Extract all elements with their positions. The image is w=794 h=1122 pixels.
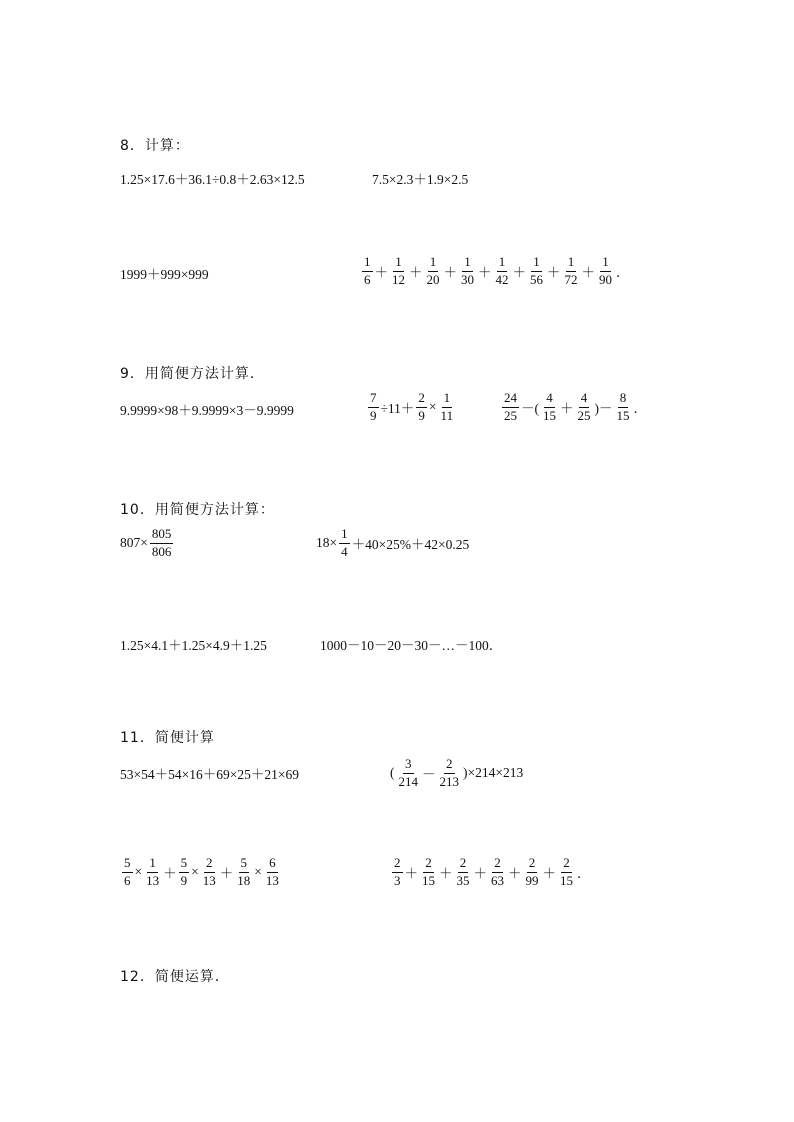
- fraction: $\frac{1}{20}$: [426, 254, 440, 287]
- q8-heading: 8．计算：: [120, 138, 190, 154]
- q8-expression-a: 1.25×17.6＋36.1÷0.8＋2.63×12.5: [120, 172, 305, 187]
- q9-expression-a: 9.9999×98＋9.9999×3－9.9999: [120, 403, 294, 418]
- q11-expression-b: ( $\frac{3}{214}$ － $\frac{2}{213}$ )×214×213: [390, 756, 524, 789]
- fraction: $\frac{2}{99}$: [525, 855, 539, 888]
- fraction: $\frac{2}{9}$: [418, 390, 425, 423]
- q9-heading: 9．用简便方法计算．: [120, 366, 265, 382]
- q8-expression-b: 7.5×2.3＋1.9×2.5: [372, 172, 469, 187]
- fraction: $\frac{4}{25}$: [577, 390, 591, 423]
- fraction: $\frac{1}{42}$: [495, 254, 509, 287]
- fraction: $\frac{24}{25}$: [504, 390, 517, 423]
- q10-expression-a: 807× $\frac{805}{806}$: [120, 526, 172, 559]
- fraction: $\frac{3}{214}$: [398, 756, 418, 789]
- fraction: $\frac{2}{3}$: [394, 855, 401, 888]
- fraction: $\frac{8}{15}$: [616, 390, 630, 423]
- q10-heading: 10．用简便方法计算：: [120, 502, 275, 518]
- q10-expression-d: 1000－10－20－30－…－100．: [320, 638, 503, 653]
- fraction: $\frac{5}{18}$: [237, 855, 251, 888]
- fraction: $\frac{7}{9}$: [370, 390, 377, 423]
- q11-expression-c: $\frac{5}{6}$ × $\frac{1}{13}$ ＋ $\frac{5}{9}$ × $\frac{2}{13}$ ＋ $\frac{5}{18}$ × $\frac{6}{13}$: [124, 855, 279, 888]
- fraction: $\frac{2}{213}$: [439, 756, 459, 789]
- fraction: $\frac{5}{9}$: [180, 855, 188, 888]
- fraction: $\frac{5}{6}$: [124, 855, 131, 888]
- q8-expression-d: $\frac{1}{6}$ ＋ $\frac{1}{12}$ ＋ $\frac{1}{20}$ ＋ $\frac{1}{30}$ ＋ $\frac{1}{42}$ ＋ $\frac{1}{56}$ ＋ $\frac{1}{72}$ ＋ $\frac{1}{90}$ ．: [364, 254, 630, 287]
- q11-expression-a: 53×54＋54×16＋69×25＋21×69: [120, 767, 299, 782]
- q11-heading: 11．简便计算: [120, 730, 215, 746]
- fraction: $\frac{1}{56}$: [530, 254, 543, 287]
- fraction: $\frac{1}{4}$: [341, 526, 348, 559]
- fraction: $\frac{4}{15}$: [543, 390, 556, 423]
- fraction: $\frac{1}{6}$: [364, 254, 371, 287]
- fraction: $\frac{1}{12}$: [392, 254, 405, 287]
- q9-expression-b: $\frac{7}{9}$ ÷11＋ $\frac{2}{9}$ × $\frac{1}{11}$: [370, 390, 454, 423]
- q8-expression-c: 1999＋999×999: [120, 267, 209, 282]
- fraction: $\frac{805}{806}$: [151, 526, 172, 559]
- fraction: $\frac{2}{15}$: [560, 855, 573, 888]
- q10-expression-b: 18× $\frac{1}{4}$ ＋40×25%＋42×0.25: [316, 526, 470, 559]
- fraction: $\frac{1}{30}$: [461, 254, 474, 287]
- q11-expression-d: $\frac{2}{3}$ ＋ $\frac{2}{15}$ ＋ $\frac{2}{35}$ ＋ $\frac{2}{63}$ ＋ $\frac{2}{99}$ ＋ $\frac{2}{15}$ ．: [394, 855, 591, 888]
- fraction: $\frac{2}{15}$: [422, 855, 435, 888]
- fraction: $\frac{6}{13}$: [265, 855, 279, 888]
- fraction: $\frac{2}{63}$: [491, 855, 504, 888]
- q10-expression-c: 1.25×4.1＋1.25×4.9＋1.25: [120, 638, 267, 653]
- fraction: $\frac{1}{72}$: [564, 254, 578, 287]
- fraction: $\frac{1}{13}$: [146, 855, 160, 888]
- fraction: $\frac{2}{35}$: [456, 855, 470, 888]
- fraction: $\frac{2}{13}$: [202, 855, 216, 888]
- fraction: $\frac{1}{90}$: [599, 254, 612, 287]
- q12-heading: 12．简便运算．: [120, 969, 230, 985]
- fraction: $\frac{1}{11}$: [440, 390, 454, 423]
- q9-expression-c: $\frac{24}{25}$ －( $\frac{4}{15}$ ＋ $\frac{4}{25}$ )－ $\frac{8}{15}$ ．: [504, 390, 647, 423]
